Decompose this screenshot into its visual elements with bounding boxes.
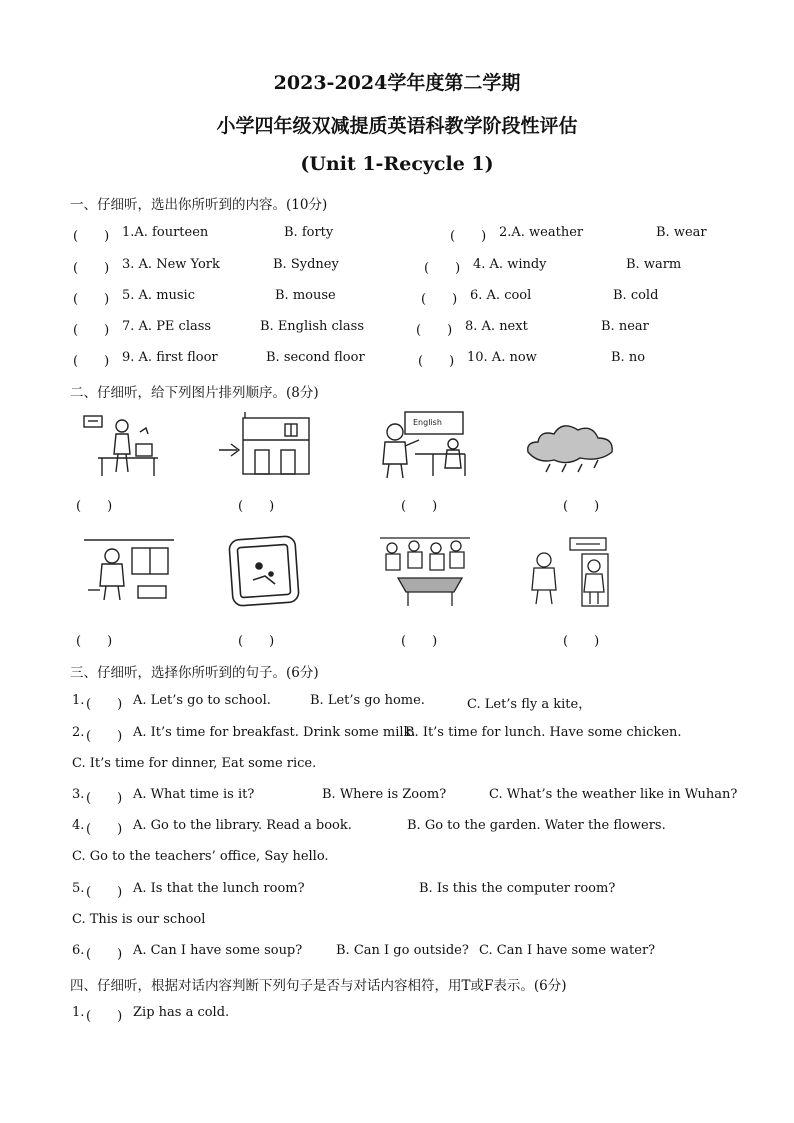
option-b: B. Can I go outside? [336, 943, 469, 958]
option-b: B. Is this the computer room? [419, 881, 616, 896]
answer-blank[interactable]: ( ) [86, 729, 123, 744]
boy-at-window-picture [82, 530, 177, 605]
arrow-to-building-picture [215, 410, 315, 480]
answer-blank[interactable]: ( ) [416, 323, 453, 338]
option-b: B. Sydney [273, 257, 339, 272]
answer-blank[interactable]: ( ) [76, 634, 113, 649]
students-in-classroom-picture [378, 530, 473, 610]
option-a: A. Can I have some soup? [133, 943, 303, 958]
answer-blank[interactable]: ( ) [424, 261, 461, 276]
option-a: 6. A. cool [470, 288, 532, 303]
exam-unit-title: (Unit 1-Recycle 1) [300, 153, 494, 175]
answer-blank[interactable]: ( ) [450, 229, 487, 244]
section-1-heading: 一、仔细听，选出你所听到的内容。(10分) [70, 197, 328, 213]
answer-blank[interactable]: ( ) [76, 499, 113, 514]
option-b: B. mouse [275, 288, 336, 303]
rainy-cloud-picture [520, 410, 620, 480]
section-4-heading: 四、仔细听，根据对话内容判断下列句子是否与对话内容相符，用T或F表示。(6分) [70, 978, 567, 994]
answer-blank[interactable]: ( ) [86, 822, 123, 837]
option-b: B. second floor [266, 350, 365, 365]
option-a: 1.A. fourteen [122, 225, 209, 240]
statement-text: Zip has a cold. [133, 1005, 230, 1020]
question-number: 4. [72, 818, 85, 833]
answer-blank[interactable]: ( ) [401, 634, 438, 649]
tablet-picture [225, 530, 305, 610]
option-c: C. What’s the weather like in Wuhan? [489, 787, 738, 802]
answer-blank[interactable]: ( ) [73, 229, 110, 244]
section-2-heading: 二、仔细听，给下列图片排列顺序。(8分) [70, 385, 319, 401]
svg-text:English: English [413, 418, 442, 427]
answer-blank[interactable]: ( ) [86, 947, 123, 962]
option-b: B. It’s time for lunch. Have some chicken. [405, 725, 682, 740]
question-number: 6. [72, 943, 85, 958]
question-number: 2. [72, 725, 85, 740]
option-a: 5. A. music [122, 288, 195, 303]
option-b: B. wear [656, 225, 707, 240]
option-b: B. near [601, 319, 649, 334]
section-3-heading: 三、仔细听，选择你所听到的句子。(6分) [70, 665, 319, 681]
answer-blank[interactable]: ( ) [86, 697, 123, 712]
option-b: B. English class [260, 319, 365, 334]
option-a: A. It’s time for breakfast. Drink some milk. [133, 725, 416, 740]
option-a: 2.A. weather [499, 225, 584, 240]
question-number: 3. [72, 787, 85, 802]
answer-blank[interactable]: ( ) [86, 885, 123, 900]
answer-blank[interactable]: ( ) [73, 354, 110, 369]
option-a: 7. A. PE class [122, 319, 212, 334]
option-b: B. forty [284, 225, 334, 240]
option-a: 4. A. windy [473, 257, 547, 272]
option-a: 8. A. next [465, 319, 528, 334]
option-b: B. no [611, 350, 646, 365]
answer-blank[interactable]: ( ) [238, 634, 275, 649]
question-number: 1. [72, 1005, 85, 1020]
answer-blank[interactable]: ( ) [563, 634, 600, 649]
answer-blank[interactable]: ( ) [73, 323, 110, 338]
option-a: A. Let’s go to school. [133, 693, 271, 708]
option-b: B. cold [613, 288, 659, 303]
question-number: 1. [72, 693, 85, 708]
teacher-at-board-picture [375, 408, 470, 480]
option-a: A. Is that the lunch room? [133, 881, 305, 896]
answer-blank[interactable]: ( ) [86, 1009, 123, 1024]
option-b: B. Let’s go home. [310, 693, 425, 708]
option-b: B. Go to the garden. Water the flowers. [407, 818, 666, 833]
option-b: B. Where is Zoom? [322, 787, 447, 802]
option-c: C. It’s time for dinner, Eat some rice. [72, 756, 317, 771]
exam-year-title: 2023-2024学年度第二学期 [273, 72, 521, 94]
exam-subject-title: 小学四年级双减提质英语科教学阶段性评估 [216, 115, 578, 137]
option-a: 9. A. first floor [122, 350, 218, 365]
answer-blank[interactable]: ( ) [563, 499, 600, 514]
answer-blank[interactable]: ( ) [73, 292, 110, 307]
option-c: C. This is our school [72, 912, 206, 927]
option-b: B. warm [626, 257, 682, 272]
boy-at-desk-with-clock-picture [78, 410, 168, 480]
option-c: C. Can I have some water? [479, 943, 656, 958]
answer-blank[interactable]: ( ) [418, 354, 455, 369]
answer-blank[interactable]: ( ) [238, 499, 275, 514]
option-a: 10. A. now [467, 350, 537, 365]
answer-blank[interactable]: ( ) [421, 292, 458, 307]
answer-blank[interactable]: ( ) [73, 261, 110, 276]
option-c: C. Go to the teachers’ office, Say hello. [72, 849, 329, 864]
question-number: 5. [72, 881, 85, 896]
option-a: A. What time is it? [133, 787, 255, 802]
option-a: 3. A. New York [122, 257, 220, 272]
option-a: A. Go to the library. Read a book. [133, 818, 352, 833]
option-c: C. Let’s fly a kite， [467, 697, 592, 712]
two-kids-at-door-picture [520, 530, 615, 610]
answer-blank[interactable]: ( ) [86, 791, 123, 806]
answer-blank[interactable]: ( ) [401, 499, 438, 514]
